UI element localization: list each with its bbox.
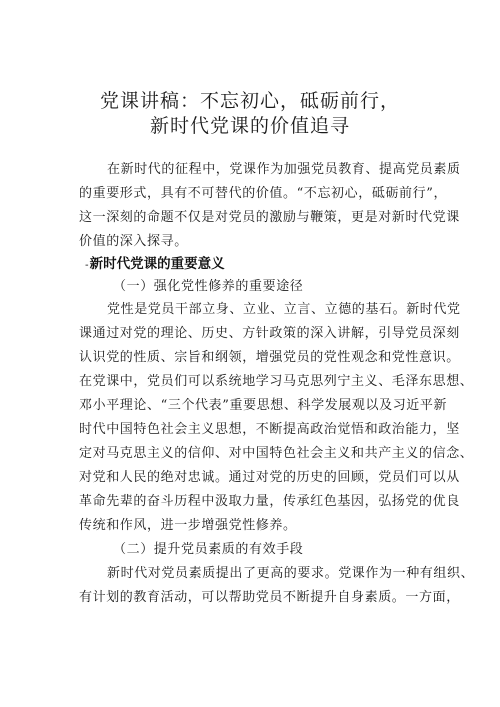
section-heading-text: 新时代党课的重要意义 [89, 256, 225, 272]
document-title-line-2: 新时代党课的价值追寻 [149, 115, 350, 137]
subsection-heading-2: （二）提升党员素质的有效手段 [113, 542, 304, 557]
sub1-line-9: 革命先辈的奋斗历程中汲取力量，传承红色基因，弘扬党的优良 [79, 494, 460, 509]
sub1-line-6: 时代中国特色社会主义思想，不断提高政治觉悟和政治能力，坚 [79, 422, 460, 437]
intro-line-2: 的重要形式，具有不可替代的价值。“不忘初心，砥砺前行”， [79, 186, 448, 201]
intro-line-1: 在新时代的征程中，党课作为加强党员教育、提高党员素质 [107, 162, 461, 177]
section-marker: - [85, 260, 89, 271]
sub1-line-4: 在党课中，党员们可以系统地学习马克思列宁主义、毛泽东思想、 [79, 374, 474, 389]
sub1-line-2: 课通过对党的理论、历史、方针政策的深入讲解，引导党员深刻 [79, 326, 460, 341]
sub2-line-1: 新时代对党员素质提出了更高的要求。党课作为一种有组织、 [107, 566, 475, 581]
intro-line-3: 这一深刻的命题不仅是对党员的激励与鞭策，更是对新时代党课 [79, 210, 460, 225]
sub1-line-10: 传统和作风，进一步增强党性修养。 [79, 518, 297, 533]
sub1-line-8: 对党和人民的绝对忠诚。通过对党的历史的回顾，党员们可以从 [79, 470, 460, 485]
section-heading-1 [85, 252, 225, 272]
sub1-line-7: 定对马克思主义的信仰、对中国特色社会主义和共产主义的信念、 [79, 446, 474, 461]
sub2-line-2: 有计划的教育活动，可以帮助党员不断提升自身素质。一方面， [79, 590, 460, 605]
intro-line-4: 价值的深入探寻。 [79, 234, 188, 249]
subsection-heading-1: （一）强化党性修养的重要途径 [113, 279, 304, 294]
sub1-line-1: 党性是党员干部立身、立业、立言、立德的基石。新时代党 [107, 302, 461, 317]
document-title-line-1: 党课讲稿：不忘初心，砥砺前行， [99, 90, 400, 112]
sub1-line-5: 邓小平理论、“三个代表”重要思想、科学发展观以及习近平新 [79, 398, 448, 413]
sub1-line-3: 认识党的性质、宗旨和纲领，增强党员的党性观念和党性意识。 [79, 350, 460, 365]
